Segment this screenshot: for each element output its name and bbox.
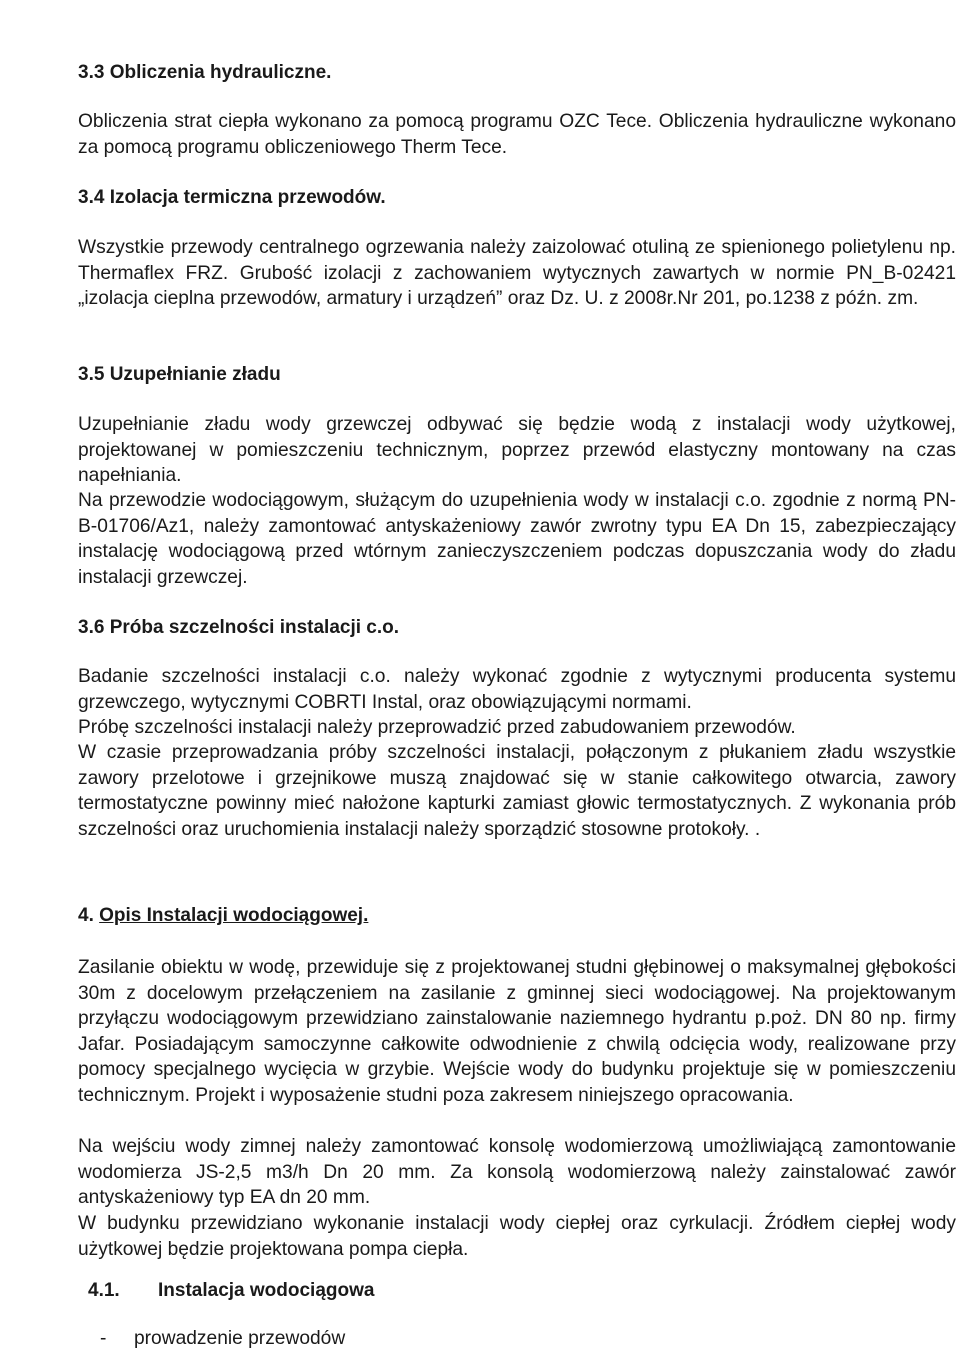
heading-3-3: 3.3 Obliczenia hydrauliczne. xyxy=(78,62,332,83)
paragraph-3-5-2: Na przewodzie wodociągowym, służącym do uzupełnienia wody w instalacji c.o. zgodnie z normą PN-B-01706/Az1, należy zamontować antyskażeniowy zawór zwrotny typu EA Dn 15, zabezpieczający instalację wodociągową przed wtórnym zanieczyszczeniem podczas dopuszczania wody do zładu instalacji grzewczej. xyxy=(78,490,956,588)
list-item xyxy=(78,1326,956,1352)
paragraph-4-1: Zasilanie obiektu w wodę, przewiduje się z projektowanej studni głębinowej o maksymalnej głębokości 30m z docelowym przełączeniem na zasilanie z gminnej sieci wodociągowej. Na projektowanym przyłączu wodociągowym przewidziano zainstalowanie naziemnego hydrantu p.poż. DN 80 np. firmy Jafar. Posiadającym samoczynne całkowite odwodnienie z chwilą odcięcia wody, realizowane przy pomocy specjalnego wycięcia w grzybie. Wejście wody do budynku projektuje się w pomieszczeniu technicznym. Projekt i wyposażenie studni poza zakresem niniejszego opracowania. xyxy=(78,957,956,1106)
heading-4 xyxy=(78,903,956,929)
heading-4-1-title: Instalacja wodociągowa xyxy=(158,1280,375,1301)
heading-3-4: 3.4 Izolacja termiczna przewodów. xyxy=(78,187,386,208)
paragraph-3-3-1: Obliczenia strat ciepła wykonano za pomocą programu OZC Tece. Obliczenia hydrauliczne wykonano za pomocą programu obliczeniowego Therm Tece. xyxy=(78,111,956,158)
paragraph-3-4-1: Wszystkie przewody centralnego ogrzewania należy zaizolować otuliną ze spienionego polietylenu np. Thermaflex FRZ. Grubość izolacji z zachowaniem wytycznych zawartych w normie PN_B-02421 „izolacja cieplna przewodów, armatury i urządzeń” oraz Dz. U. z 2008r.Nr 201, po.1238 z późn. zm. xyxy=(78,237,956,310)
heading-4-number: 4. xyxy=(78,905,94,926)
paragraph-4-3: W budynku przewidziano wykonanie instalacji wody ciepłej oraz cyrkulacji. Źródłem ciepłej wody użytkowej będzie projektowana pompa ciepła. xyxy=(78,1213,956,1260)
paragraph-3-5-1: Uzupełnianie zładu wody grzewczej odbywać się będzie wodą z instalacji wody użytkowej, projektowanej w pomieszczeniu technicznym, poprzez przewód elastyczny montowany na czas napełniania. xyxy=(78,414,956,487)
paragraph-3-6-3: W czasie przeprowadzania próby szczelności instalacji, połączonym z płukaniem zładu wszystkie zawory przelotowe i grzejnikowe muszą znajdować się w stanie całkowitego otwarcia, zawory termostatyczne powinny mieć nałożone kapturki zamiast głowic termostatycznych. Z wykonania prób szczelności oraz uruchomienia instalacji należy sporządzić stosowne protokoły. . xyxy=(78,742,956,840)
heading-4-1-number: 4.1. xyxy=(88,1280,120,1301)
list-bullet: - xyxy=(100,1328,107,1349)
paragraph-3-6-1: Badanie szczelności instalacji c.o. należy wykonać zgodnie z wytycznymi producenta systemu grzewczego, wytycznymi COBRTI Instal, oraz obowiązującymi normami. xyxy=(78,666,956,713)
heading-3-5: 3.5 Uzupełnianie zładu xyxy=(78,364,281,385)
paragraph-3-6-2: Próbę szczelności instalacji należy przeprowadzić przed zabudowaniem przewodów. xyxy=(78,717,796,738)
heading-4-title: Opis Instalacji wodociągowej. xyxy=(99,905,369,926)
heading-3-6: 3.6 Próba szczelności instalacji c.o. xyxy=(78,617,400,638)
heading-4-1 xyxy=(88,1278,960,1304)
paragraph-4-2: Na wejściu wody zimnej należy zamontować konsolę wodomierzową umożliwiającą zamontowanie wodomierza JS-2,5 m3/h Dn 20 mm. Za konsolą wodomierzową należy zainstalować zawór antyskażeniowy typ EA dn 20 mm. xyxy=(78,1136,956,1209)
list-item-text: prowadzenie przewodów xyxy=(134,1328,346,1349)
